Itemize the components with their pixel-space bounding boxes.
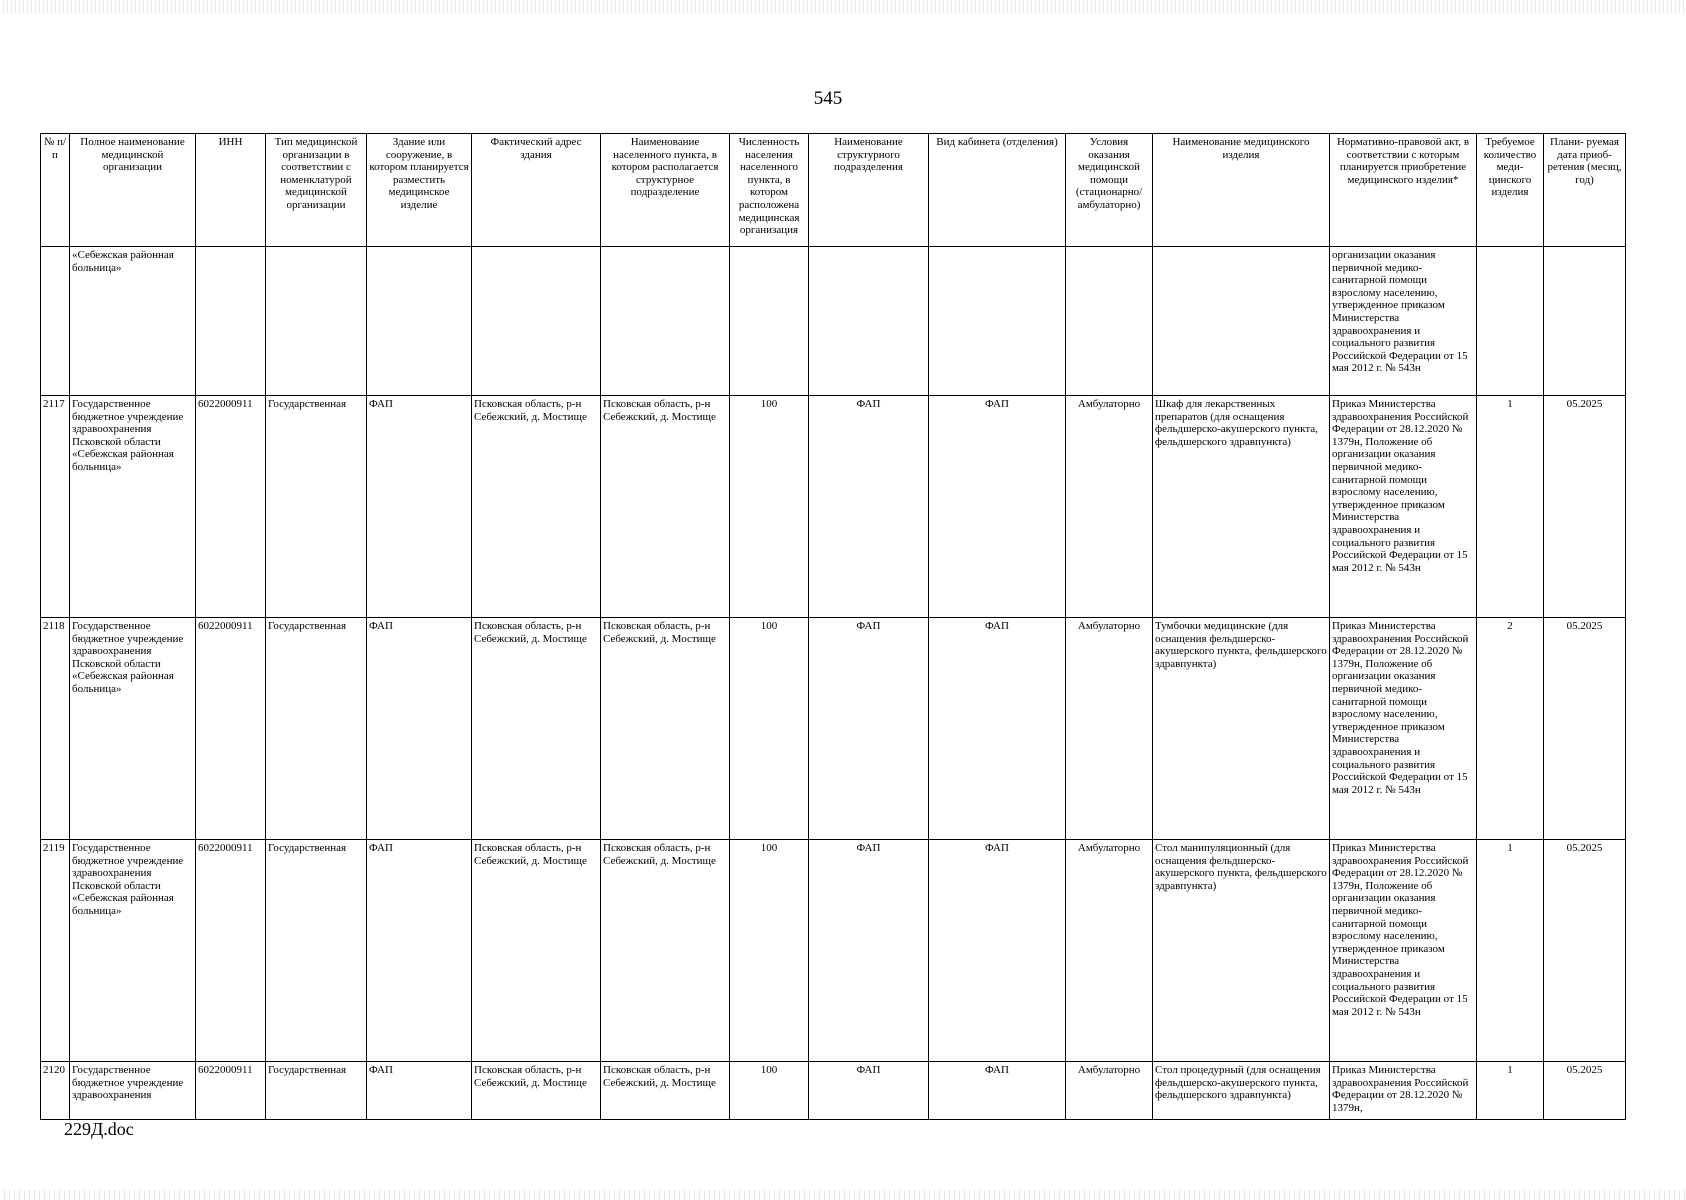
header-cell-settlement: Наименование населенного пункта, в котором располагается структурное подразделение <box>601 134 730 247</box>
cell-building: ФАП <box>367 1062 472 1120</box>
header-cell-cabinet: Вид кабинета (отделения) <box>929 134 1066 247</box>
cell-org: Государственное бюджетное учреждение здравоохранения Псковской области «Себежская районная больница» <box>70 618 196 840</box>
cell-address: Псковская область, р-н Себежский, д. Мостище <box>472 396 601 618</box>
cell-population: 100 <box>730 1062 809 1120</box>
cell-qty: 1 <box>1477 1062 1544 1120</box>
cell-conditions: Амбулаторно <box>1066 840 1153 1062</box>
table-row <box>41 1062 1626 1120</box>
header-cell-building: Здание или сооружение, в котором планируется разместить медицинское изделие <box>367 134 472 247</box>
cell-cabinet: ФАП <box>929 618 1066 840</box>
cell-settlement: Псковская область, р-н Себежский, д. Мостище <box>601 840 730 1062</box>
cell-org: Государственное бюджетное учреждение здравоохранения Псковской области «Себежская районная больница» <box>70 840 196 1062</box>
cell-device: Стол манипуляционный (для оснащения фельдшерско-акушерского пункта, фельдшерского здравпункта) <box>1153 840 1330 1062</box>
header-cell-conditions: Условия оказания медицинской помощи (стационарно/ амбулаторно) <box>1066 134 1153 247</box>
cell-date: 05.2025 <box>1544 618 1626 840</box>
cell-subdivision: ФАП <box>809 396 929 618</box>
cell-num: 2119 <box>41 840 70 1062</box>
cell-inn: 6022000911 <box>196 618 266 840</box>
table-row-continuation <box>41 247 1626 396</box>
cell-num: 2120 <box>41 1062 70 1120</box>
cell-conditions: Амбулаторно <box>1066 396 1153 618</box>
table-row <box>41 618 1626 840</box>
cell-building: ФАП <box>367 396 472 618</box>
cell-population: 100 <box>730 396 809 618</box>
cell-date: 05.2025 <box>1544 840 1626 1062</box>
cell-org: «Себежская районная больница» <box>70 247 196 396</box>
cell-act: Приказ Министерства здравоохранения Российской Федерации от 28.12.2020 № 1379н, Положение об организации оказания первичной медико-санитарной помощи взрослому населению, утвержденное приказом Министерства здравоохранения и социального развития Российской Федерации от 15 мая 2012 г. № 543н <box>1330 840 1477 1062</box>
header-cell-device: Наименование медицинского изделия <box>1153 134 1330 247</box>
cell-address: Псковская область, р-н Себежский, д. Мостище <box>472 840 601 1062</box>
cell-cabinet: ФАП <box>929 1062 1066 1120</box>
cell-building: ФАП <box>367 618 472 840</box>
equipment-table <box>40 133 1626 1120</box>
header-cell-num: № п/п <box>41 134 70 247</box>
cell-date: 05.2025 <box>1544 396 1626 618</box>
header-cell-population: Численность населения населенного пункта, в котором расположена медицинская организация <box>730 134 809 247</box>
cell-org: Государственное бюджетное учреждение здравоохранения Псковской области «Себежская районная больница» <box>70 396 196 618</box>
cell-act: Приказ Министерства здравоохранения Российской Федерации от 28.12.2020 № 1379н, Положение об организации оказания первичной медико-санитарной помощи взрослому населению, утвержденное приказом Министерства здравоохранения и социального развития Российской Федерации от 15 мая 2012 г. № 543н <box>1330 618 1477 840</box>
header-cell-type: Тип медицинской организации в соответствии с номенклатурой медицинской организации <box>266 134 367 247</box>
cell-inn: 6022000911 <box>196 840 266 1062</box>
header-cell-date: Плани- руемая дата приоб- ретения (месяц, год) <box>1544 134 1626 247</box>
cell-act: организации оказания первичной медико-санитарной помощи взрослому населению, утвержденное приказом Министерства здравоохранения и социального развития Российской Федерации от 15 мая 2012 г. № 543н <box>1330 247 1477 396</box>
cell-num: 2118 <box>41 618 70 840</box>
cell-settlement: Псковская область, р-н Себежский, д. Мостище <box>601 396 730 618</box>
cell-act: Приказ Министерства здравоохранения Российской Федерации от 28.12.2020 № 1379н, Положение об организации оказания первичной медико-санитарной помощи взрослому населению, утвержденное приказом Министерства здравоохранения и социального развития Российской Федерации от 15 мая 2012 г. № 543н <box>1330 396 1477 618</box>
cell-qty: 1 <box>1477 840 1544 1062</box>
cell-type: Государственная <box>266 840 367 1062</box>
cell-org: Государственное бюджетное учреждение здравоохранения <box>70 1062 196 1120</box>
cell-inn: 6022000911 <box>196 1062 266 1120</box>
cell-type: Государственная <box>266 1062 367 1120</box>
cell-population: 100 <box>730 840 809 1062</box>
cell-num: 2117 <box>41 396 70 618</box>
cell-qty: 2 <box>1477 618 1544 840</box>
cell-conditions: Амбулаторно <box>1066 1062 1153 1120</box>
cell-type: Государственная <box>266 618 367 840</box>
scan-edge-top <box>0 0 1686 14</box>
header-cell-qty: Требуемое количество меди- цинского изделия <box>1477 134 1544 247</box>
cell-type: Государственная <box>266 396 367 618</box>
cell-subdivision: ФАП <box>809 840 929 1062</box>
cell-subdivision: ФАП <box>809 618 929 840</box>
cell-device: Тумбочки медицинские (для оснащения фельдшерско-акушерского пункта, фельдшерского здравпункта) <box>1153 618 1330 840</box>
cell-population: 100 <box>730 618 809 840</box>
cell-cabinet: ФАП <box>929 396 1066 618</box>
cell-device: Шкаф для лекарственных препаратов (для оснащения фельдшерско-акушерского пункта, фельдшерского здравпункта) <box>1153 396 1330 618</box>
header-cell-act: Нормативно-правовой акт, в соответствии с которым планируется приобретение медицинского изделия* <box>1330 134 1477 247</box>
cell-date: 05.2025 <box>1544 1062 1626 1120</box>
cell-qty: 1 <box>1477 396 1544 618</box>
cell-address: Псковская область, р-н Себежский, д. Мостище <box>472 618 601 840</box>
cell-conditions: Амбулаторно <box>1066 618 1153 840</box>
cell-device: Стол процедурный (для оснащения фельдшерско-акушерского пункта, фельдшерского здравпункта) <box>1153 1062 1330 1120</box>
header-cell-subdivision: Наименование структурного подразделения <box>809 134 929 247</box>
header-row <box>41 134 1626 247</box>
header-cell-address: Фактический адрес здания <box>472 134 601 247</box>
page-number: 545 <box>813 88 843 109</box>
cell-building: ФАП <box>367 840 472 1062</box>
table-row <box>41 840 1626 1062</box>
header-cell-inn: ИНН <box>196 134 266 247</box>
cell-address: Псковская область, р-н Себежский, д. Мостище <box>472 1062 601 1120</box>
table-row <box>41 396 1626 618</box>
cell-inn: 6022000911 <box>196 396 266 618</box>
cell-settlement: Псковская область, р-н Себежский, д. Мостище <box>601 1062 730 1120</box>
header-cell-org: Полное наименование медицинской организации <box>70 134 196 247</box>
cell-act: Приказ Министерства здравоохранения Российской Федерации от 28.12.2020 № 1379н, <box>1330 1062 1477 1120</box>
footer-filename: 229Д.doc <box>64 1119 134 1139</box>
scan-edge-bottom <box>0 1190 1686 1200</box>
cell-cabinet: ФАП <box>929 840 1066 1062</box>
cell-subdivision: ФАП <box>809 1062 929 1120</box>
cell-settlement: Псковская область, р-н Себежский, д. Мостище <box>601 618 730 840</box>
